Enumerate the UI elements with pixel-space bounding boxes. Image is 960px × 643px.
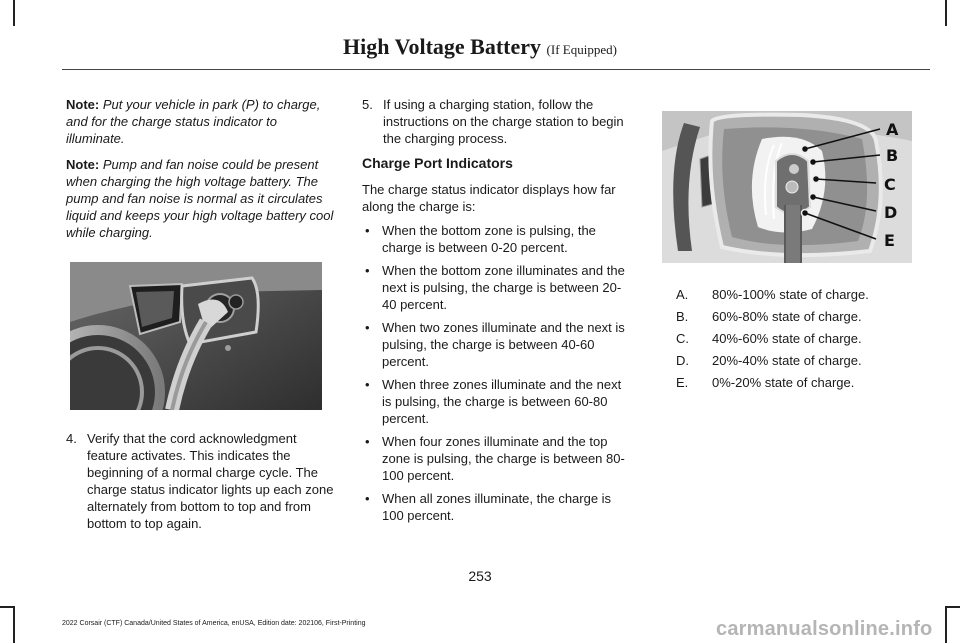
- bullet-glyph: •: [365, 320, 370, 335]
- callout-letter: E: [884, 231, 895, 250]
- legend-row: [660, 352, 930, 369]
- section-intro: The charge status indicator displays how far along the charge is:: [362, 182, 616, 214]
- list-item: • When all zones illuminate, the charge is 100 percent.: [365, 491, 612, 523]
- page-number: 253: [468, 568, 492, 584]
- title-rule: [62, 69, 930, 70]
- note-label: Note:: [66, 157, 100, 172]
- crop-mark-top-left-v: [13, 0, 15, 26]
- legend-row: [660, 308, 930, 325]
- column-right: [660, 96, 930, 396]
- legend-text: 80%-100% state of charge.: [712, 287, 869, 302]
- bullet-glyph: •: [365, 223, 370, 238]
- callout-letter: B: [886, 146, 899, 165]
- page-title: [0, 34, 960, 60]
- callout-legend: [660, 286, 930, 391]
- callout-letter: C: [884, 175, 896, 194]
- callout-letter: D: [884, 203, 898, 222]
- step-number: 4.: [66, 431, 77, 446]
- legend-text: 20%-40% state of charge.: [712, 353, 862, 368]
- bullet-glyph: •: [365, 377, 370, 392]
- legend-row: [660, 374, 930, 391]
- legend-key: A.: [676, 287, 689, 302]
- charge-port-diagram: [662, 111, 912, 263]
- list-item: • When three zones illuminate and the next is pulsing, the charge is between 60-80 percent.: [365, 377, 622, 426]
- list-item: • When two zones illuminate and the next is pulsing, the charge is between 40-60 percent.: [365, 320, 625, 369]
- section-heading: Charge Port Indicators: [362, 155, 513, 171]
- legend-text: 60%-80% state of charge.: [712, 309, 862, 324]
- crop-mark-bottom-right-h: [946, 606, 960, 608]
- legend-row: [660, 286, 930, 303]
- indicator-bullet-list: [362, 222, 634, 524]
- step-text: Verify that the cord acknowledgment feature activates. This indicates the beginning of a normal charge cycle. The charge status indicator lights up each zone alternately from bottom to top and from bottom to top again.: [87, 431, 334, 531]
- note-text: Put your vehicle in park (P) to charge, and for the charge status indicator to illuminate.: [66, 97, 321, 146]
- step-4: [66, 430, 338, 532]
- step-text: If using a charging station, follow the instructions on the charge station to begin the charging process.: [383, 97, 624, 146]
- step-5: [362, 96, 634, 147]
- crop-mark-bottom-right-v: [945, 606, 947, 643]
- legend-text: 40%-60% state of charge.: [712, 331, 862, 346]
- list-item: • When the bottom zone is pulsing, the charge is between 0-20 percent.: [365, 223, 596, 255]
- step-number: 5.: [362, 97, 373, 112]
- page-title-main: High Voltage Battery: [343, 34, 542, 59]
- bullet-glyph: •: [365, 263, 370, 278]
- list-item: • When four zones illuminate and the top zone is pulsing, the charge is between 80-100 percent.: [365, 434, 625, 483]
- column-middle: [362, 96, 634, 530]
- note-noise: [66, 156, 338, 241]
- note-park: [66, 96, 338, 147]
- note-text: Pump and fan noise could be present when charging the high voltage battery. The pump and fan noise is normal as it circulates liquid and keeps your high voltage battery cool while charging.: [66, 157, 334, 240]
- column-left: [66, 96, 338, 540]
- legend-key: B.: [676, 309, 689, 324]
- callout-letter: A: [886, 120, 899, 139]
- note-label: Note:: [66, 97, 100, 112]
- bullet-glyph: •: [365, 434, 370, 449]
- legend-row: [660, 330, 930, 347]
- bullet-glyph: •: [365, 491, 370, 506]
- page-title-subtitle: (If Equipped): [546, 42, 617, 57]
- crop-mark-bottom-left-h: [0, 606, 14, 608]
- crop-mark-bottom-left-v: [13, 606, 15, 643]
- legend-key: E.: [676, 375, 689, 390]
- crop-mark-top-right-v: [945, 0, 947, 26]
- charging-photo: [70, 262, 322, 410]
- edition-footer: 2022 Corsair (CTF) Canada/United States of America, enUSA, Edition date: 202106, First-Printing: [62, 620, 366, 627]
- list-item: • When the bottom zone illuminates and the next is pulsing, the charge is between 20-40 percent.: [365, 263, 625, 312]
- watermark-logo: carmanualsonline.info: [716, 618, 933, 640]
- legend-key: D.: [676, 353, 689, 368]
- legend-key: C.: [676, 331, 689, 346]
- legend-text: 0%-20% state of charge.: [712, 375, 855, 390]
